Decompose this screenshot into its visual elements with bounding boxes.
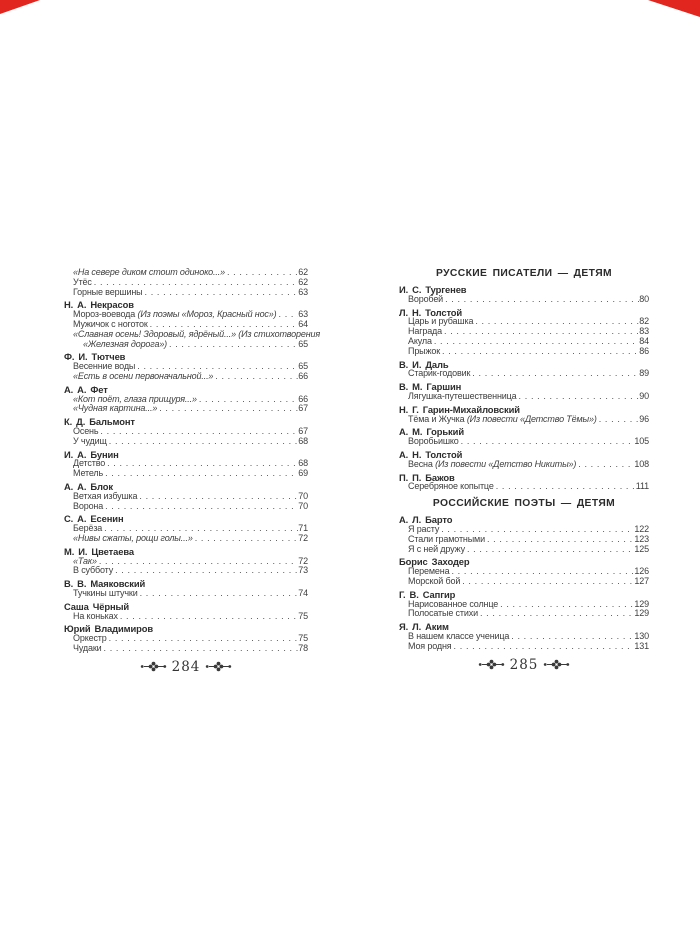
entry-title: Ветхая избушка (73, 490, 138, 501)
entry-title: Стали грамотными (408, 533, 485, 544)
toc-author: Я. Л. Аким (399, 621, 449, 633)
section-heading: РОССИЙСКИЕ ПОЭТЫ — ДЕТЯМ (432, 498, 616, 510)
toc-entry (399, 347, 649, 357)
dot-leader (159, 404, 298, 414)
entry-title: Осень (73, 425, 99, 436)
entry-page-number: 122 (634, 523, 649, 534)
entry-title: Морской бой (408, 575, 461, 586)
photo-background-corner-left (0, 0, 40, 14)
entry-page-number: 75 (298, 610, 308, 621)
toc-entry (399, 482, 649, 492)
dot-leader (109, 437, 299, 447)
entry-page-number: 127 (634, 575, 649, 586)
entry-title: Тучкины штучки (73, 587, 138, 598)
toc-entry (399, 295, 649, 305)
entry-page-number: 64 (298, 318, 308, 329)
entry-title: Весна (Из повести «Детство Никиты») (408, 458, 577, 469)
toc-entry-line (399, 609, 649, 619)
entry-title: «Нивы сжаты, рощи голы...» (73, 532, 193, 543)
entry-page-number: 67 (298, 403, 308, 414)
toc-entry (64, 566, 308, 576)
toc-author: М. И. Цветаева (64, 545, 135, 557)
toc-author: П. П. Бажов (399, 471, 455, 483)
toc-author: В. В. Маяковский (64, 578, 146, 590)
toc-entry-line (64, 566, 308, 576)
entry-title: «Есть в осени первоначальной...» (73, 370, 214, 381)
dot-leader (195, 534, 299, 544)
entry-title: Мужичок с ноготок (73, 318, 148, 329)
dot-leader (480, 609, 634, 619)
toc-author: Юрий Владимиров (64, 623, 154, 635)
entry-page-number: 129 (634, 598, 649, 609)
toc-entry-line (64, 437, 308, 447)
toc-entry (64, 589, 308, 599)
dot-leader (511, 632, 634, 642)
entry-title: Чудаки (73, 642, 102, 653)
entry-page-number: 65 (298, 361, 308, 372)
toc-entry (399, 577, 649, 587)
toc-author: И. С. Тургенев (399, 284, 467, 295)
dot-leader (140, 589, 299, 599)
toc-entry-line (399, 347, 649, 357)
dot-leader (578, 460, 634, 470)
entry-title: В нашем классе ученица (408, 630, 510, 641)
entry-title: Воробьишко (408, 436, 459, 447)
entry-title: Перемена (408, 566, 450, 577)
toc-entry (399, 392, 649, 402)
entry-title: Нарисованное солнце (408, 598, 499, 609)
dot-leader (434, 337, 639, 347)
toc-entry (399, 415, 649, 425)
toc-entry-line (399, 415, 649, 425)
toc-entry-line (399, 437, 649, 447)
toc-author: Ф. И. Тютчев (64, 351, 126, 363)
dot-leader (107, 459, 298, 469)
dot-leader (454, 642, 635, 652)
toc-author: Л. Н. Толстой (399, 306, 463, 318)
dot-leader (475, 317, 639, 327)
entry-page-number: 66 (298, 370, 308, 381)
entry-page-number: 67 (298, 425, 308, 436)
toc-entry (64, 644, 308, 654)
toc-entry (399, 642, 649, 652)
toc-author: С. А. Есенин (64, 513, 124, 525)
toc-author: А. А. Блок (64, 480, 113, 492)
toc-entry-line (64, 268, 308, 278)
entry-page-number: 130 (634, 630, 649, 641)
entry-title: Прыжок (408, 345, 441, 356)
toc-entry (399, 545, 649, 555)
entry-title: Берёза (73, 523, 103, 534)
entry-page-number: 62 (298, 267, 308, 277)
toc-author: А. М. Горький (399, 426, 464, 438)
toc-entry (64, 502, 308, 512)
dot-leader (120, 612, 298, 622)
entry-page-number: 105 (634, 436, 649, 447)
toc-page-left (64, 267, 321, 675)
entry-page-number: 73 (298, 565, 308, 576)
dot-leader (442, 347, 639, 357)
toc-entry-line (399, 545, 649, 555)
entry-title: «Кот поёт, глаза прищуря...» (73, 393, 197, 404)
entry-title: Награда (408, 326, 443, 337)
toc-entry-line (64, 502, 308, 512)
toc-entry (64, 534, 308, 544)
toc-entry-line (64, 288, 308, 298)
photo-background-corner-right (648, 0, 700, 17)
dot-leader (215, 372, 298, 382)
toc-entry-line (399, 642, 649, 652)
entry-title: Весенние воды (73, 361, 136, 372)
entry-title: Оркестр (73, 633, 107, 644)
dot-leader (145, 288, 299, 298)
dot-leader (115, 566, 298, 576)
toc-entry (399, 369, 649, 379)
entry-page-number: 71 (298, 523, 308, 534)
dot-leader (105, 502, 298, 512)
entry-title: У чудищ (73, 435, 107, 446)
dot-leader (519, 392, 640, 402)
dot-leader (169, 340, 298, 350)
dot-leader (100, 427, 298, 437)
entry-title: Моя родня (408, 640, 452, 651)
entry-title: Горные вершины (73, 286, 143, 297)
dot-leader (104, 644, 299, 654)
toc-entry-line (64, 589, 308, 599)
toc-entry (64, 469, 308, 479)
entry-page-number: 96 (639, 413, 649, 424)
toc-entry-line (64, 469, 308, 479)
entry-title: Метель (73, 468, 104, 479)
toc-author: А. Л. Барто (399, 514, 453, 526)
entry-page-number: 68 (298, 435, 308, 446)
dot-leader (451, 567, 634, 577)
toc-entry-line (399, 577, 649, 587)
entry-page-number: 131 (634, 640, 649, 651)
toc-entry-continuation (64, 340, 308, 350)
toc-author: А. А. Фет (64, 383, 108, 395)
page-footer-right (399, 657, 649, 673)
dot-leader (599, 415, 640, 425)
toc-author: Г. В. Сапгир (399, 588, 456, 600)
dot-leader (105, 469, 298, 479)
dot-leader (487, 535, 634, 545)
footer-ornament-icon (478, 659, 505, 670)
toc-entry-line (399, 482, 649, 492)
toc-author: Саша Чёрный (64, 600, 130, 612)
entry-page-number: 63 (298, 309, 308, 320)
toc-author: Н. Г. Гарин-Михайловский (399, 403, 520, 415)
toc-entry-line (64, 534, 308, 544)
entry-title: Полосатые стихи (408, 608, 478, 619)
dot-leader (472, 369, 639, 379)
entry-title: Мороз-воевода (Из поэмы «Мороз, Красный нос») (73, 309, 277, 320)
entry-page-number: 129 (634, 608, 649, 619)
entry-page-number: 108 (634, 458, 649, 469)
dot-leader (445, 295, 639, 305)
dot-leader (461, 437, 635, 447)
toc-author: Н. А. Некрасов (64, 299, 134, 311)
toc-entry (64, 328, 321, 350)
footer-ornament-icon (140, 661, 167, 672)
entry-page-number: 72 (298, 532, 308, 543)
entry-title: Ворона (73, 500, 104, 511)
entry-page-number: 70 (298, 490, 308, 501)
toc-entry (64, 372, 308, 382)
entry-page-number: 84 (639, 335, 649, 346)
page-number: 285 (509, 656, 539, 673)
entry-page-number: 75 (298, 633, 308, 644)
section-heading: РУССКИЕ ПИСАТЕЛИ — ДЕТЯМ (435, 268, 613, 279)
toc-page-right (399, 268, 649, 673)
entry-title: «Славная осень! Здоровый, ядрёный...» (Из стихотворения (73, 328, 321, 339)
entry-title: Царь и рубашка (408, 316, 474, 327)
entry-title: Акула (408, 335, 432, 346)
entry-page-number: 126 (634, 566, 649, 577)
toc-author: В. И. Даль (399, 358, 449, 370)
entry-page-number: 78 (298, 642, 308, 653)
toc-entry (64, 404, 308, 414)
page-footer-left (64, 659, 308, 675)
entry-page-number: 89 (639, 368, 649, 379)
toc-entry-line (399, 369, 649, 379)
entry-page-number: 90 (639, 390, 649, 401)
dot-leader (109, 634, 299, 644)
entry-page-number: 63 (298, 286, 308, 297)
toc-author: К. Д. Бальмонт (64, 416, 135, 428)
toc-author: А. Н. Толстой (399, 448, 463, 460)
footer-ornament-icon (543, 659, 570, 670)
entry-page-number: 69 (298, 468, 308, 479)
entry-page-number: 65 (298, 338, 308, 349)
entry-page-number: 74 (298, 587, 308, 598)
entry-title: Старик-годовик (408, 368, 471, 379)
dot-leader (496, 482, 636, 492)
toc-entry (399, 327, 649, 337)
toc-entry (64, 288, 308, 298)
entry-page-number: 123 (634, 533, 649, 544)
entry-page-number: 70 (298, 500, 308, 511)
toc-entry-line (64, 644, 308, 654)
entry-title: Утёс (73, 276, 92, 287)
entry-page-number: 68 (298, 458, 308, 469)
entry-title: В субботу (73, 565, 114, 576)
toc-entry-line (399, 295, 649, 305)
toc-entry-line (399, 392, 649, 402)
toc-column-left (64, 267, 321, 654)
toc-column-right (399, 268, 649, 652)
entry-title: На коньках (73, 610, 118, 621)
dot-leader (467, 545, 634, 555)
dot-leader (139, 492, 298, 502)
entry-title: «Железная дорога») (83, 338, 168, 349)
footer-ornament-icon (205, 661, 232, 672)
toc-entry-line (64, 372, 308, 382)
dot-leader (227, 268, 298, 278)
toc-entry (64, 268, 308, 278)
dot-leader (199, 395, 298, 405)
entry-title: Я расту (408, 523, 440, 534)
toc-entry-line (64, 612, 308, 622)
toc-entry (64, 437, 308, 447)
toc-entry-line (399, 460, 649, 470)
entry-page-number: 125 (634, 543, 649, 554)
entry-page-number: 83 (639, 326, 649, 337)
entry-title: Серебряное копытце (408, 481, 494, 492)
entry-page-number: 66 (298, 393, 308, 404)
toc-entry-line (64, 404, 308, 414)
entry-page-number: 82 (639, 316, 649, 327)
toc-entry (399, 437, 649, 447)
dot-leader (444, 327, 639, 337)
dot-leader (279, 310, 299, 320)
toc-author: И. А. Бунин (64, 448, 119, 460)
entry-page-number: 111 (635, 481, 649, 492)
entry-title: «Так» (73, 555, 97, 566)
entry-page-number: 72 (298, 555, 308, 566)
toc-entry (399, 460, 649, 470)
entry-title: Тёма и Жучка (Из повести «Детство Тёмы») (408, 413, 597, 424)
entry-title: Лягушка-путешественница (408, 390, 517, 401)
entry-title: Я с ней дружу (408, 543, 465, 554)
entry-title: «Чудная картина...» (73, 403, 158, 414)
toc-author: В. М. Гаршин (399, 381, 462, 393)
toc-author: Борис Заходер (399, 556, 470, 568)
entry-title: «На севере диком стоит одиноко...» (73, 267, 225, 277)
toc-entry (399, 609, 649, 619)
toc-entry-line (399, 327, 649, 337)
entry-title: Детство (73, 458, 106, 469)
dot-leader (99, 557, 298, 567)
entry-page-number: 62 (298, 276, 308, 287)
page-number: 284 (171, 658, 201, 675)
entry-title: Воробей (408, 293, 444, 304)
toc-entry (64, 612, 308, 622)
entry-page-number: 80 (639, 293, 649, 304)
entry-page-number: 86 (639, 345, 649, 356)
dot-leader (500, 600, 634, 610)
dot-leader (462, 577, 634, 587)
